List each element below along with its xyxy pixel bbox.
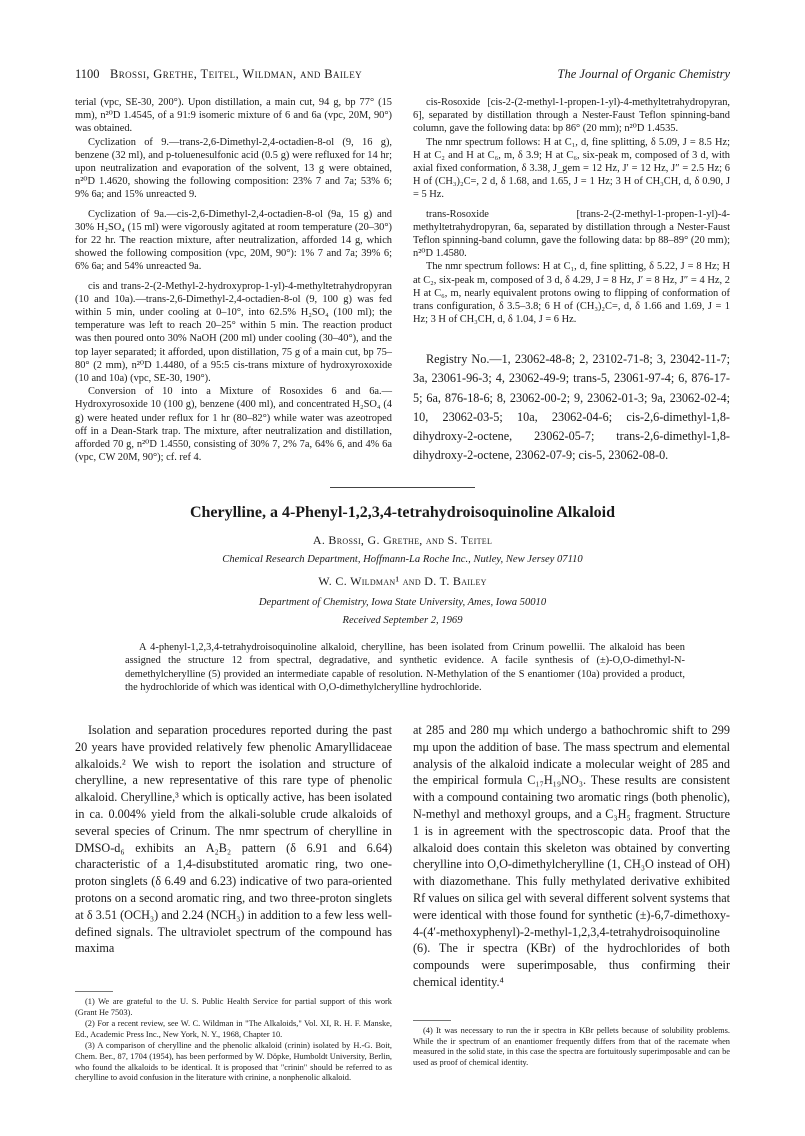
paragraph: at 285 and 280 mμ which undergo a bathochromic shift to 299 mμ upon the addition of base. The mass spectrum and elemental analysis of the alkaloid indicate a molecular weight of 285 and the empirical formula C₁₇H₁₉NO₃. These results are consistent with a compound containing two aromatic rings (both phenolic), N-methyl and methoxyl groups, and a C₃H₅ fragment. Structure 1 is in agreement with the spectroscopic data. Proof that the alkaloid does contain this skeleton was obtained by converting cherylline into O,O-dimethylcherylline (1, CH₃O instead of OH) with diazomethane. This fully methylated derivative exhibited Rf values on silica gel with several different solvent systems that were identical with those found for synthetic (±)-6,7-dimethoxy-4-(4′-methoxyphenyl)-2-methyl-1,2,3,4-tetrahydroisoquinoline (6). The ir spectra (KBr) of the hydrochlorides of both compounds were superimposable, thus confirming their chemical identity.⁴ [413, 723, 730, 989]
article-title: Cherylline, a 4-Phenyl-1,2,3,4-tetrahydroisoquinoline Alkaloid [189, 504, 616, 521]
paragraph: The nmr spectrum follows: H at C₁, d, fine splitting, δ 5.09, J = 8.5 Hz; H at C₂ and H at C₆, m, δ 3.9; H at C₆, six-peak m, composed of 3 d, with axial fixed conformation, δ 3.38, J_gem = 12 Hz, J′ = 12 Hz, J″ = 2.5 Hz; 6 H of (CH₃)₂C=, 2 d, δ 1.68, and 1.65, J = 1 Hz; 3 H of CH₃CH, d, δ 0.90, J = 5 Hz. [413, 136, 730, 201]
body-left-column [75, 722, 392, 957]
paragraph: trans-Rosoxide [trans-2-(2-methyl-1-propen-1-yl)-4-methyltetrahydropyran, 6a, separated by distillation through a Nester-Faust Teflon spinning-band column, gave the following data: bp 88–89° (20 mm); n²⁰D 1.4580. [413, 208, 730, 260]
top-right-column [413, 96, 730, 326]
paragraph: Conversion of 10 into a Mixture of Rosoxides 6 and 6a.—Hydroxyrosoxide 10 (100 g), benzene (400 ml), and concentrated H₂SO₄ (4 g) were heated under reflux for 1 hr (80–82°) while water was azeotroped off in a Dean-Stark trap. The mixture, after neutralization and distillation, afforded 70 g, n²⁰D 1.4550, consisting of 30% 7, 2% 7a, 64% 6, and 4% 6a (vpc, CW 20M, 90°); cf. ref 4. [75, 386, 392, 464]
abstract-text: A 4-phenyl-1,2,3,4-tetrahydroisoquinoline alkaloid, cherylline, has been isolated from Crinum powellii. The alkaloid has been assigned the structure 12 from spectral, degradative, and synthetic evidence. A facile synthesis of (±)-O,O-dimethyl-N-demethylcherylline (5) provided an intermediate capable of resolution. N-Methylation of the S enantiomer (10a) provided a product, the hydrochloride of which was identical with O,O-dimethylcherylline hydrochloride. [125, 642, 685, 694]
footnote: (1) We are grateful to the U. S. Public Health Service for partial support of this work (Grant He 7503). [75, 997, 392, 1017]
footnote: (4) It was necessary to run the ir spectra in KBr pellets because of solubility problems. While the ir spectrum of an enantiomer frequently differs from that of the racemate when measured in the solid state, in this case the spectra are fortuitously superimposable and can be used as proof of chemical identity. [413, 1026, 730, 1067]
received-date: Received September 2, 1969 [342, 615, 463, 626]
top-left-column [75, 96, 392, 464]
affiliation-2: Department of Chemistry, Iowa State University, Ames, Iowa 50010 [258, 597, 547, 608]
registry-text: Registry No.—1, 23062-48-8; 2, 23102-71-8; 3, 23042-11-7; 3a, 23061-96-3; 4, 23062-49-9; trans-5, 23061-97-4; 6, 876-17-5; 6a, 876-18-6; 8, 23062-00-2; 9, 23062-01-3; 9a, 23062-02-4; 10, 23062-03-5; 10a, 23062-04-6; cis-2,6-dimethyl-1,8-dihydroxy-2-octene, 23062-05-7; trans-2,6-dimethyl-1,8-dihydroxy-2-octene, 23062-07-9; cis-5, 23062-08-0. [413, 352, 730, 463]
footnote-rule-right [413, 1020, 451, 1021]
running-authors: Brossi, Grethe, Teitel, Wildman, and Bailey [110, 67, 362, 81]
page-number: 1100 [75, 67, 100, 81]
paragraph: terial (vpc, SE-30, 200°). Upon distillation, a main cut, 94 g, bp 77° (15 mm), n²⁰D 1.4545, of a 91:9 isomeric mixture of 6 and 6a (vpc, 20M, 90°) was obtained. [75, 97, 392, 135]
affiliation-1: Chemical Research Department, Hoffmann-La Roche Inc., Nutley, New Jersey 07110 [222, 554, 583, 565]
authors-line-2: W. C. Wildman¹ and D. T. Bailey [318, 574, 487, 588]
journal-name: The Journal of Organic Chemistry [557, 67, 730, 81]
paragraph: Isolation and separation procedures reported during the past 20 years have provided relatively few phenolic Amaryllidaceae alkaloids.² We wish to report the isolation and structure of cherylline, a new representative of this rare type of phenolic alkaloid. Cherylline,³ which is optically active, has been isolated in ca. 0.004% yield from the alkali-soluble crude alkaloids of several species of Crinum. The nmr spectrum of cherylline in DMSO-d₆ exhibits an A₂B₂ pattern (δ 6.91 and 6.64) characteristic of a 1,4-disubstituted aromatic ring, two one-proton singlets (δ 6.49 and 6.23) indicative of two para-oriented protons on a second aromatic ring, and two three-proton singlets at δ 3.51 (OCH₃) and 2.24 (NCH₃) in addition to a few less well-defined signals. The ultraviolet spectrum of the compound has maxima [75, 723, 392, 956]
paragraph: cis and trans-2-(2-Methyl-2-hydroxyprop-1-yl)-4-methyltetrahydropyran (10 and 10a).—trans-2,6-Dimethyl-2,4-octadien-8-ol (9, 100 g) was fed within 5 min, under cooling at 0–10°, into 62.5% H₂SO₄ (100 ml); the temperature was left to reach 20–25° within 5 min. The reaction product was then poured onto 30% NaOH (200 ml) under cooling (30–40°), and the top layer separated; it afforded, upon distillation, 75 g of a main cut, bp 75–80° (2 mm), n²⁰D 1.4480, of a 95:5 cis-trans mixture of hydroxyroxoxide (10 and 10a) (vpc, SE-30, 190°). [75, 280, 392, 385]
footnotes-right [413, 1026, 730, 1069]
paragraph: The nmr spectrum follows: H at C₁, d, fine splitting, δ 5.22, J = 8 Hz; H at C₂, six-peak m, composed of 3 d, δ 4.29, J = 8 Hz, J′ = 8 Hz, J″ = 4 Hz, 2 H at C₆, m, nearly equivalent protons owing to flipping of conformation of trans configuration, δ 3.5–3.8; 6 H of (CH₃)₂C=, d, δ 1.66 and 1.69, J = 1 Hz; 3 H of CH₃CH, d, δ 1.04, J = 6 Hz. [413, 261, 730, 326]
registry-numbers [413, 350, 730, 466]
separator-rule [330, 487, 475, 488]
paragraph: Cyclization of 9a.—cis-2,6-Dimethyl-2,4-octadien-8-ol (9a, 15 g) and 30% H₂SO₄ (15 ml) were vigorously agitated at room temperature (20–30°) for 22 hr. The reaction mixture, after neutralization, afforded 14 g, which showed the following composition (vpc, 20M, 90°): 1% 7 and 7a; 39% 6; 6% 6a; and 54% unreacted 9a. [75, 208, 392, 273]
paragraph: Cyclization of 9.—trans-2,6-Dimethyl-2,4-octadien-8-ol (9, 16 g), benzene (32 ml), and p-toluenesulfonic acid (0.5 g) were refluxed for 14 hr; upon neutralization and evaporation of the solvent, 13 g were obtained, n²⁰D 1.4620, showing the following composition: 23% 7 and 7a; 53% 6; 9% 6a; and 15% unreacted 9. [75, 136, 392, 201]
abstract [125, 641, 685, 695]
paragraph: cis-Rosoxide [cis-2-(2-methyl-1-propen-1-yl)-4-methyltetrahydropyran, 6], separated by distillation through a Nester-Faust Teflon spinning-band column, gave the following data: bp 86° (20 mm); n²⁰D 1.4535. [413, 97, 730, 135]
footnotes-left [75, 997, 392, 1085]
footnote-rule-left [75, 991, 113, 992]
footnote: (3) A comparison of cherylline and the phenolic alkaloid (crinin) isolated by H.-G. Boit, Chem. Ber., 87, 1704 (1954), has been performed by W. Döpke, Humboldt University, Berlin, who found the alkaloids to be identical. It is proposed that "crinin" should be referred to as cherylline to avoid confusion in the literature with crinine, a nonphenolic alkaloid. [75, 1041, 392, 1083]
body-right-column [413, 722, 730, 991]
authors-line-1: A. Brossi, G. Grethe, and S. Teitel [312, 533, 493, 547]
footnote: (2) For a recent review, see W. C. Wildman in "The Alkaloids," Vol. XI, R. H. F. Manske, Ed., Academic Press Inc., New York, N. Y., 1968, Chapter 10. [75, 1019, 392, 1039]
